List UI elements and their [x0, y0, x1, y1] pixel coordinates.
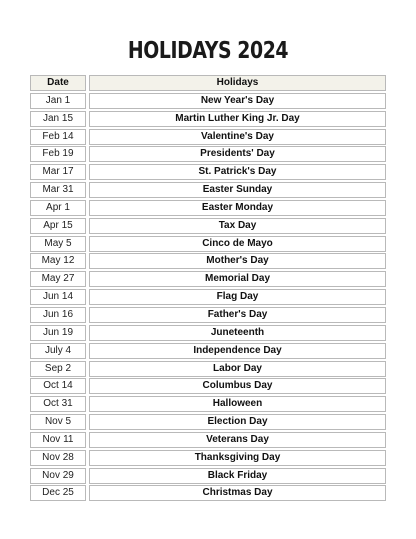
holiday-date-cell: Jan 15 — [30, 111, 86, 127]
table-row — [30, 343, 386, 359]
table-row — [30, 146, 386, 162]
holiday-name-cell: Columbus Day — [89, 378, 386, 394]
holiday-date-cell: Apr 1 — [30, 200, 86, 216]
holiday-date-cell: July 4 — [30, 343, 86, 359]
date-column-header: Date — [30, 75, 86, 91]
holiday-name-cell: Christmas Day — [89, 485, 386, 501]
holiday-name-cell: Labor Day — [89, 361, 386, 377]
holiday-date-cell: May 27 — [30, 271, 86, 287]
holiday-name-cell: Easter Monday — [89, 200, 386, 216]
table-header-row — [30, 75, 386, 91]
holiday-name-cell: Mother's Day — [89, 253, 386, 269]
table-body — [30, 93, 386, 502]
table-row — [30, 129, 386, 145]
holiday-name-cell: Flag Day — [89, 289, 386, 305]
holiday-name-cell: Juneteenth — [89, 325, 386, 341]
holiday-name-cell: New Year's Day — [89, 93, 386, 109]
holiday-date-cell: Apr 15 — [30, 218, 86, 234]
holiday-name-cell: Independence Day — [89, 343, 386, 359]
holiday-name-cell: Thanksgiving Day — [89, 450, 386, 466]
holiday-date-cell: Jun 19 — [30, 325, 86, 341]
holiday-date-cell: Oct 31 — [30, 396, 86, 412]
table-row — [30, 271, 386, 287]
holiday-date-cell: Nov 11 — [30, 432, 86, 448]
table-row — [30, 253, 386, 269]
table-row — [30, 361, 386, 377]
holiday-date-cell: Feb 14 — [30, 129, 86, 145]
holiday-name-cell: Halloween — [89, 396, 386, 412]
holiday-name-cell: Black Friday — [89, 468, 386, 484]
table-row — [30, 307, 386, 323]
table-row — [30, 414, 386, 430]
holiday-column-header: Holidays — [89, 75, 386, 91]
table-row — [30, 325, 386, 341]
holiday-date-cell: Jun 14 — [30, 289, 86, 305]
holiday-date-cell: Sep 2 — [30, 361, 86, 377]
holiday-date-cell: Dec 25 — [30, 485, 86, 501]
holiday-date-cell: Oct 14 — [30, 378, 86, 394]
table-row — [30, 111, 386, 127]
holiday-date-cell: Jan 1 — [30, 93, 86, 109]
table-row — [30, 182, 386, 198]
holiday-name-cell: Veterans Day — [89, 432, 386, 448]
holiday-date-cell: Feb 19 — [30, 146, 86, 162]
holiday-name-cell: Memorial Day — [89, 271, 386, 287]
holiday-date-cell: Jun 16 — [30, 307, 86, 323]
holidays-table — [30, 75, 386, 503]
holiday-date-cell: Mar 17 — [30, 164, 86, 180]
table-row — [30, 289, 386, 305]
holiday-name-cell: Father's Day — [89, 307, 386, 323]
holiday-date-cell: Nov 28 — [30, 450, 86, 466]
holiday-date-cell: Mar 31 — [30, 182, 86, 198]
holiday-name-cell: Election Day — [89, 414, 386, 430]
holiday-name-cell: Easter Sunday — [89, 182, 386, 198]
holiday-name-cell: Tax Day — [89, 218, 386, 234]
table-row — [30, 378, 386, 394]
page-title: HOLIDAYS 2024 — [127, 38, 289, 64]
holiday-name-cell: St. Patrick's Day — [89, 164, 386, 180]
table-row — [30, 485, 386, 501]
table-row — [30, 450, 386, 466]
holiday-date-cell: Nov 5 — [30, 414, 86, 430]
table-row — [30, 396, 386, 412]
holiday-name-cell: Cinco de Mayo — [89, 236, 386, 252]
holiday-name-cell: Presidents' Day — [89, 146, 386, 162]
table-row — [30, 164, 386, 180]
table-row — [30, 236, 386, 252]
holiday-date-cell: May 5 — [30, 236, 86, 252]
holiday-date-cell: Nov 29 — [30, 468, 86, 484]
table-row — [30, 218, 386, 234]
table-row — [30, 432, 386, 448]
table-row — [30, 468, 386, 484]
table-row — [30, 200, 386, 216]
holiday-name-cell: Martin Luther King Jr. Day — [89, 111, 386, 127]
holiday-name-cell: Valentine's Day — [89, 129, 386, 145]
table-row — [30, 93, 386, 109]
holiday-date-cell: May 12 — [30, 253, 86, 269]
